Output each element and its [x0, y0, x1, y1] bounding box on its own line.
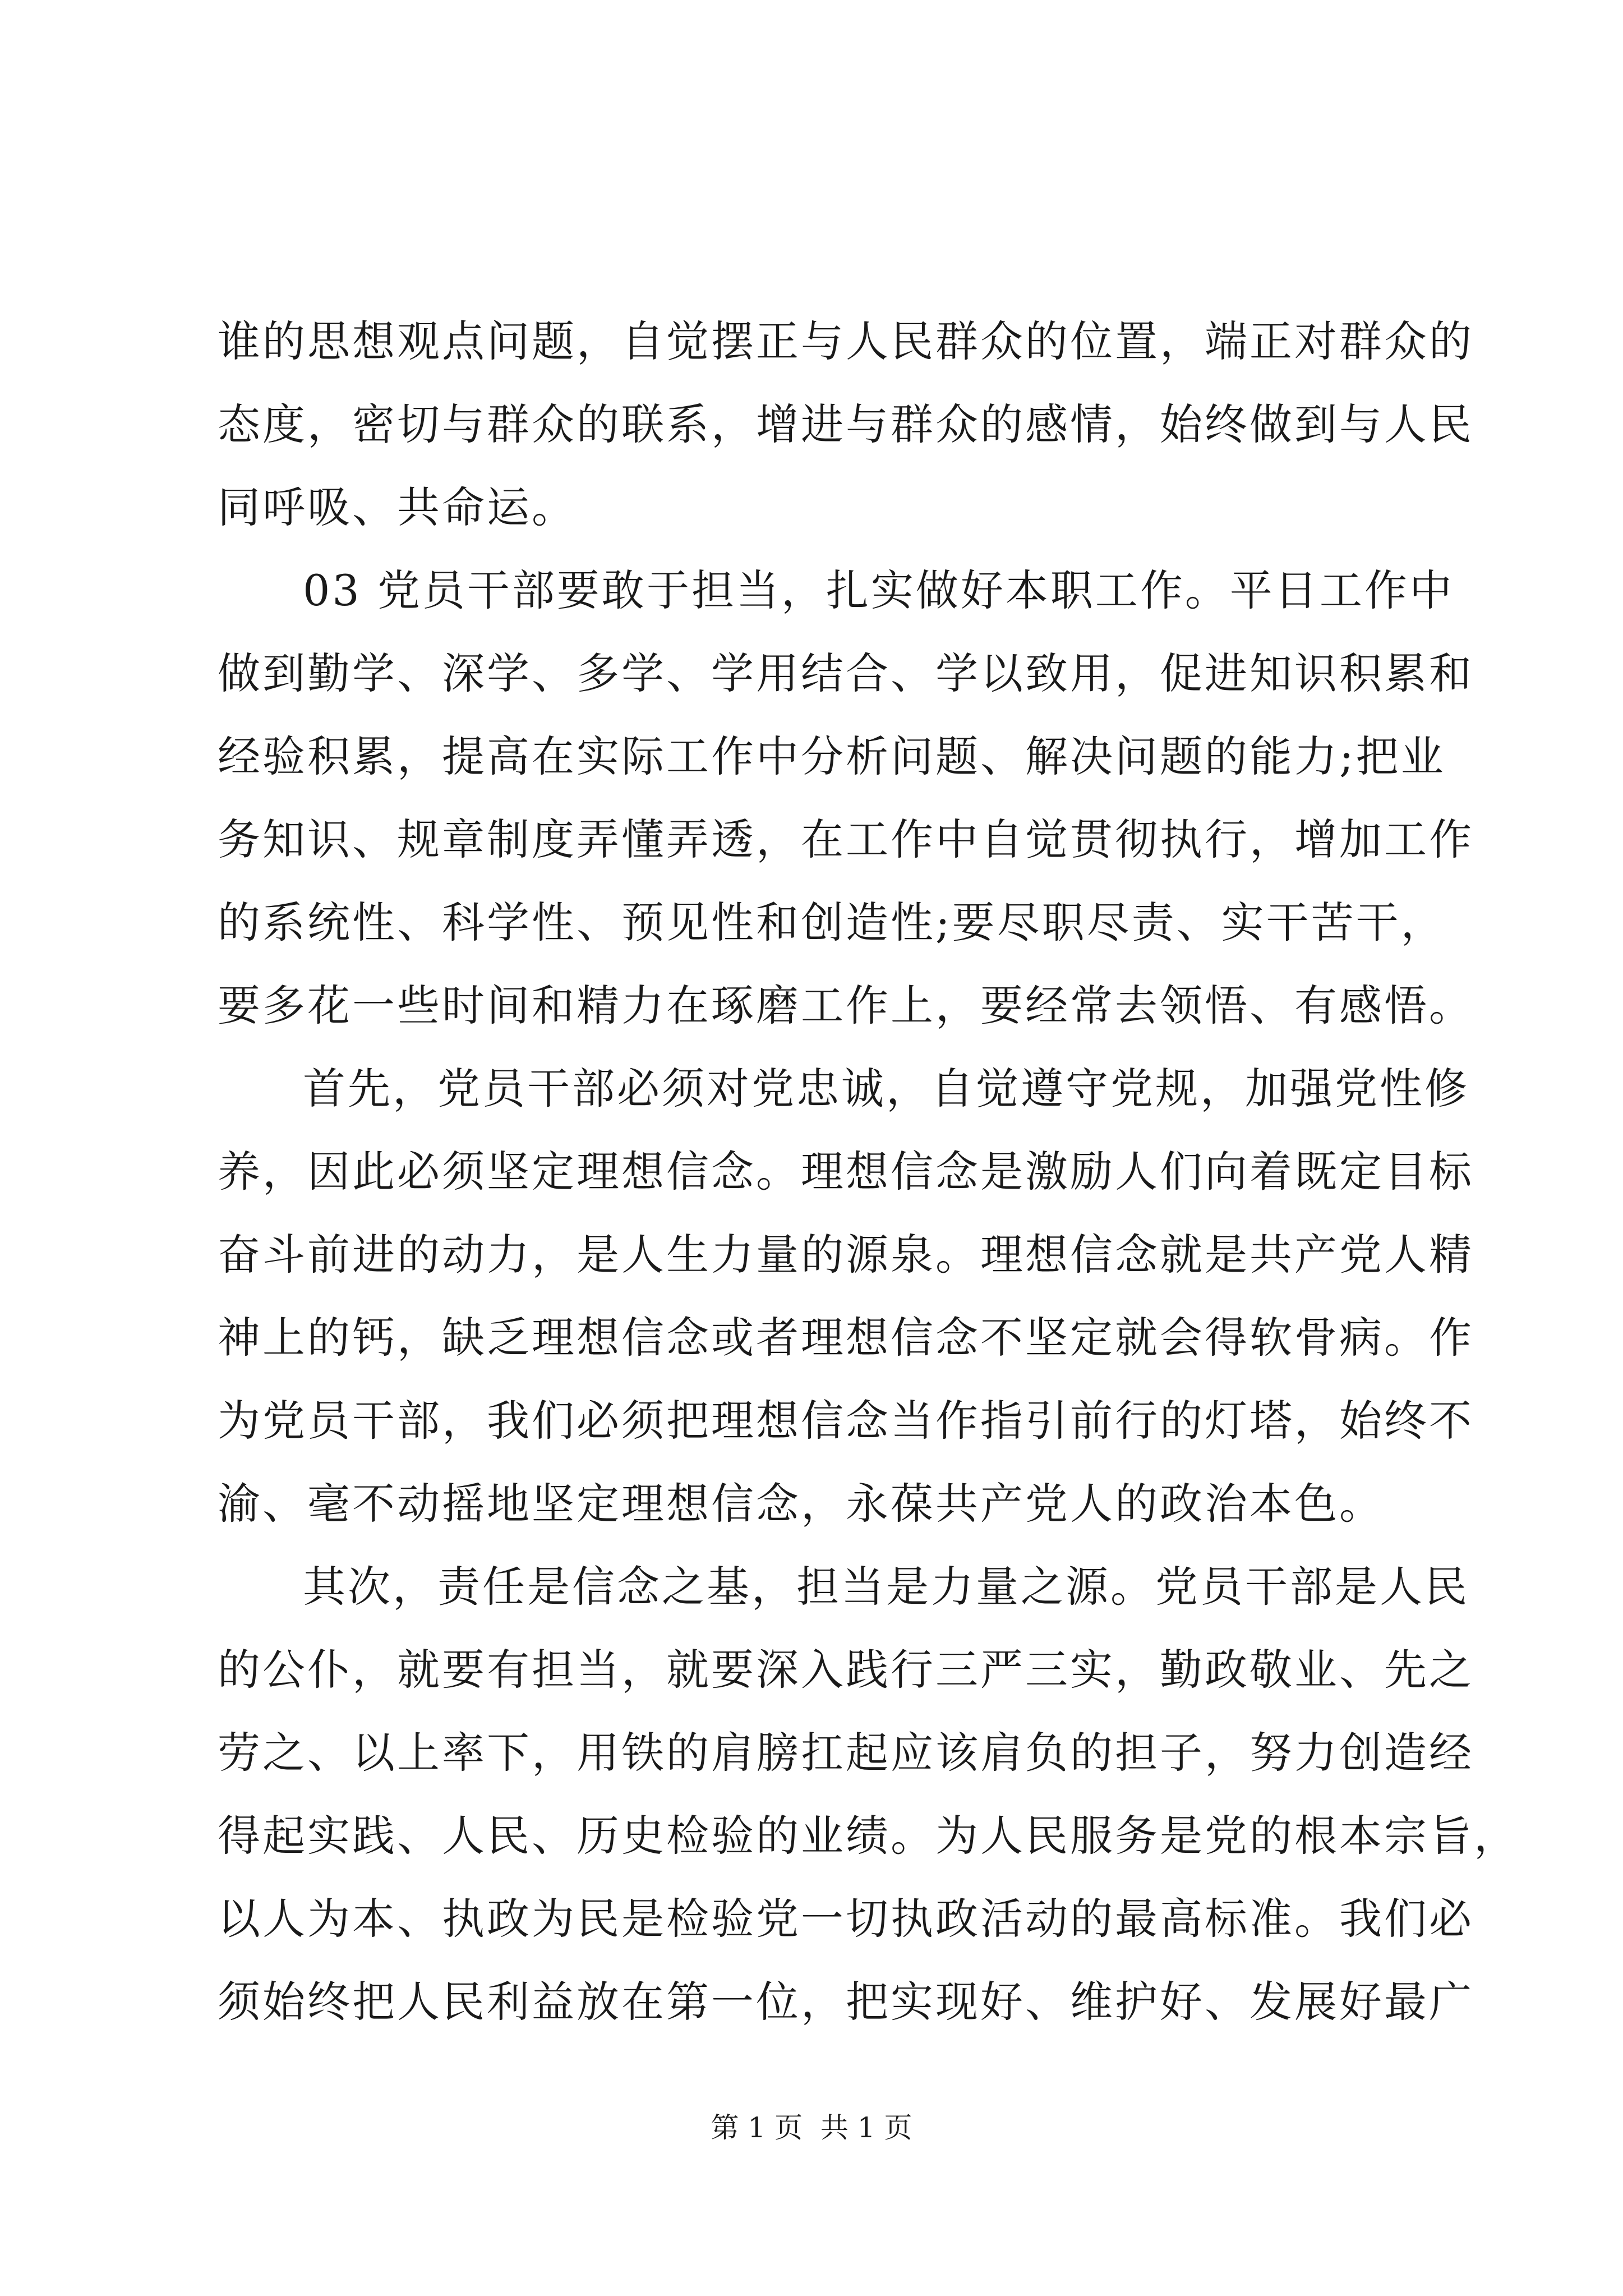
- paragraph-start-line: 03 党员干部要敢于担当，扎实做好本职工作。平日工作中: [303, 565, 1454, 615]
- text-line: 态度，密切与群众的联系，增进与群众的感情，始终做到与人民: [218, 399, 1474, 449]
- text-line: 要多花一些时间和精力在琢磨工作上，要经常去领悟、有感悟。: [218, 981, 1474, 1030]
- document-body: [218, 300, 1519, 2044]
- paragraph-start-line: 其次，责任是信念之基，担当是力量之源。党员干部是人民: [303, 1562, 1469, 1612]
- text-line: 渝、毫不动摇地坚定理想信念，永葆共产党人的政治本色。: [218, 1479, 1384, 1529]
- page-footer: [0, 2108, 1623, 2147]
- text-line: 劳之、以上率下，用铁的肩膀扛起应该肩负的担子，努力创造经: [218, 1728, 1474, 1778]
- text-line: 以人为本、执政为民是检验党一切执政活动的最高标准。我们必: [218, 1894, 1474, 1944]
- text-line: 同呼吸、共命运。: [218, 482, 577, 532]
- text-line: 经验积累，提高在实际工作中分析问题、解决问题的能力;把业: [218, 731, 1446, 781]
- text-line: 谁的思想观点问题，自觉摆正与人民群众的位置，端正对群众的: [218, 316, 1474, 366]
- text-line: 奋斗前进的动力，是人生力量的源泉。理想信念就是共产党人精: [218, 1230, 1474, 1280]
- page-number-label: 第 1 页 共 1 页: [711, 2111, 912, 2144]
- text-line: 务知识、规章制度弄懂弄透，在工作中自觉贯彻执行，增加工作: [218, 815, 1474, 864]
- text-line: 须始终把人民利益放在第一位，把实现好、维护好、发展好最广: [218, 1977, 1474, 2027]
- text-line: 为党员干部，我们必须把理想信念当作指引前行的灯塔，始终不: [218, 1396, 1474, 1446]
- text-line: 得起实践、人民、历史检验的业绩。为人民服务是党的根本宗旨，: [218, 1811, 1519, 1861]
- text-line: 神上的钙，缺乏理想信念或者理想信念不坚定就会得软骨病。作: [218, 1313, 1474, 1363]
- text-line: 养，因此必须坚定理想信念。理想信念是激励人们向着既定目标: [218, 1147, 1474, 1197]
- text-line: 的系统性、科学性、预见性和创造性;要尽职尽责、实干苦干，: [218, 898, 1446, 947]
- paragraph-start-line: 首先，党员干部必须对党忠诚，自觉遵守党规，加强党性修: [303, 1064, 1469, 1114]
- text-line: 的公仆，就要有担当，就要深入践行三严三实，勤政敬业、先之: [218, 1645, 1474, 1695]
- text-line: 做到勤学、深学、多学、学用结合、学以致用，促进知识积累和: [218, 648, 1474, 698]
